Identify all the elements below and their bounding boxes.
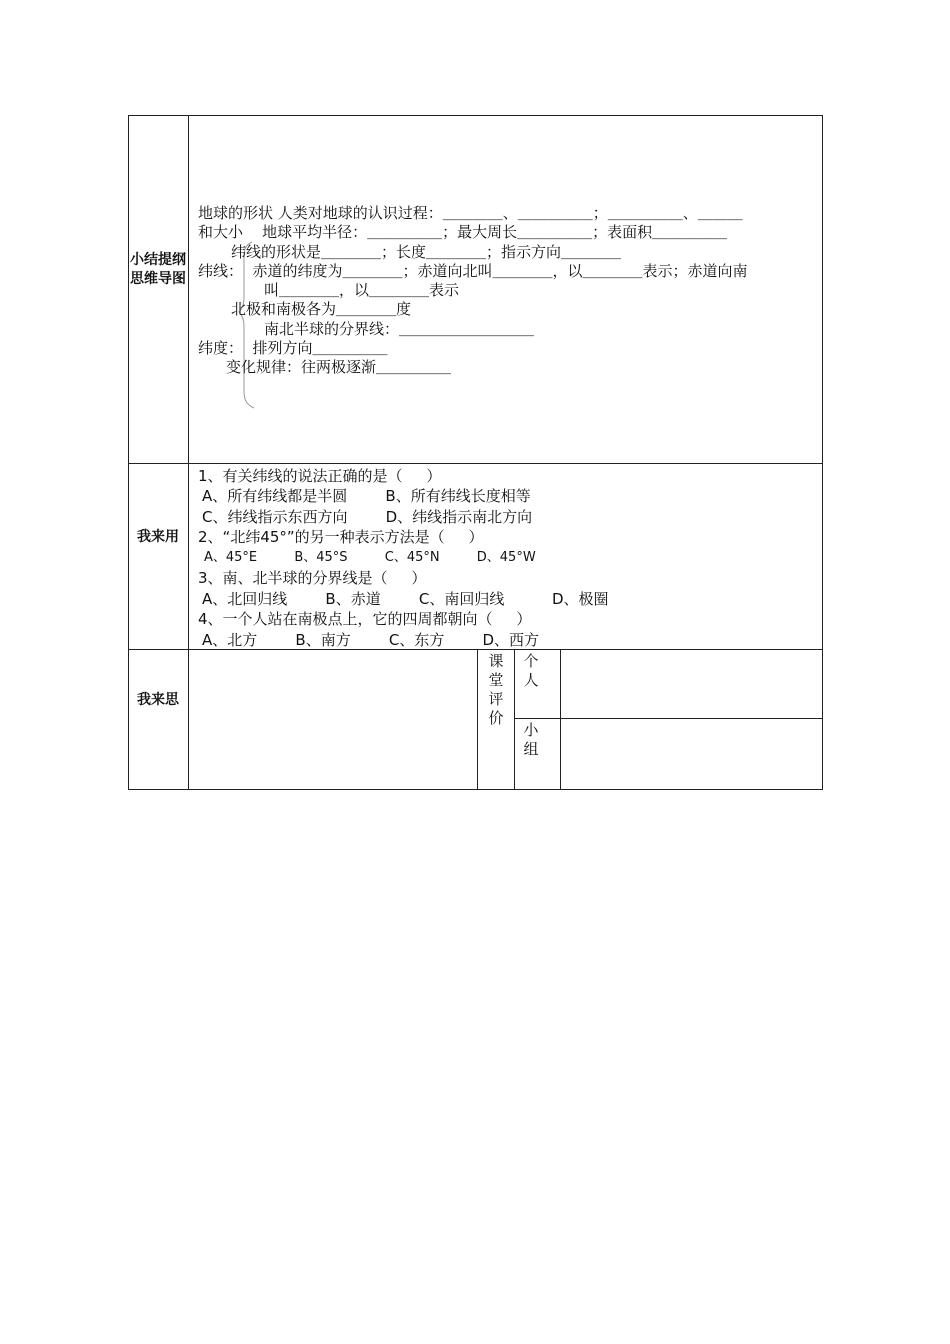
row-divider-2 — [128, 649, 823, 650]
practice-section-label: 我来用 — [137, 529, 179, 545]
row-divider-1 — [128, 463, 823, 464]
question-4-options: A、北方 B、南方 C、东方 D、西方 — [202, 631, 540, 649]
question-3-options: A、北回归线 B、赤道 C、南回归线 D、极圈 — [202, 590, 609, 608]
table-right-border — [822, 115, 823, 790]
summary-line-2: 和大小 地球平均半径：＿＿＿＿＿；最大周长＿＿＿＿＿；表面积＿＿＿＿＿ — [198, 223, 728, 241]
question-1-options-ab: A、所有纬线都是半圆 B、所有纬线长度相等 — [202, 487, 531, 505]
summary-line-1: 地球的形状 人类对地球的认识过程：＿＿＿＿、＿＿＿＿＿；＿＿＿＿＿、＿＿＿ — [198, 204, 743, 222]
question-2: 2、“北纬45°”的另一种表示方法是（ ） — [198, 528, 484, 546]
class-evaluation-label: 课堂评价 — [488, 652, 504, 727]
question-1: 1、有关纬线的说法正确的是（ ） — [198, 467, 442, 485]
individual-label: 个人 — [523, 652, 539, 689]
reflect-section-label: 我来思 — [137, 692, 179, 708]
table-bottom-border — [128, 789, 823, 790]
reflect-divider-2 — [514, 649, 515, 789]
summary-line-9: 变化规律：往两极逐渐＿＿＿＿＿ — [226, 358, 452, 376]
label-column-divider — [188, 115, 189, 790]
summary-line-3: 纬线的形状是＿＿＿＿；长度＿＿＿＿；指示方向＿＿＿＿ — [231, 243, 622, 261]
summary-line-6: 北极和南极各为＿＿＿＿度 — [231, 300, 412, 318]
reflect-divider-1 — [477, 649, 478, 789]
question-4: 4、一个人站在南极点上，它的四周都朝向（ ） — [198, 610, 532, 628]
question-2-options: A、45°E B、45°S C、45°N D、45°W — [204, 550, 536, 565]
question-3: 3、南、北半球的分界线是（ ） — [198, 569, 427, 587]
reflect-subrow-divider — [514, 718, 823, 719]
question-1-options-cd: C、纬线指示东西方向 D、纬线指示南北方向 — [202, 508, 533, 526]
table-left-border — [128, 115, 129, 790]
summary-line-8: 纬度： 排列方向＿＿＿＿＿ — [198, 339, 388, 357]
table-top-border — [128, 115, 823, 116]
summary-line-7: 南北半球的分界线：＿＿＿＿＿＿＿＿＿ — [264, 320, 535, 338]
summary-line-4: 纬线： 赤道的纬度为＿＿＿＿；赤道向北叫＿＿＿＿，以＿＿＿＿表示；赤道向南 — [198, 262, 748, 280]
summary-line-5: 叫＿＿＿＿，以＿＿＿＿表示 — [264, 281, 460, 299]
summary-section-label: 小结提纲思维导图 — [130, 252, 186, 287]
reflect-divider-3 — [560, 649, 561, 789]
group-label: 小组 — [523, 721, 539, 758]
